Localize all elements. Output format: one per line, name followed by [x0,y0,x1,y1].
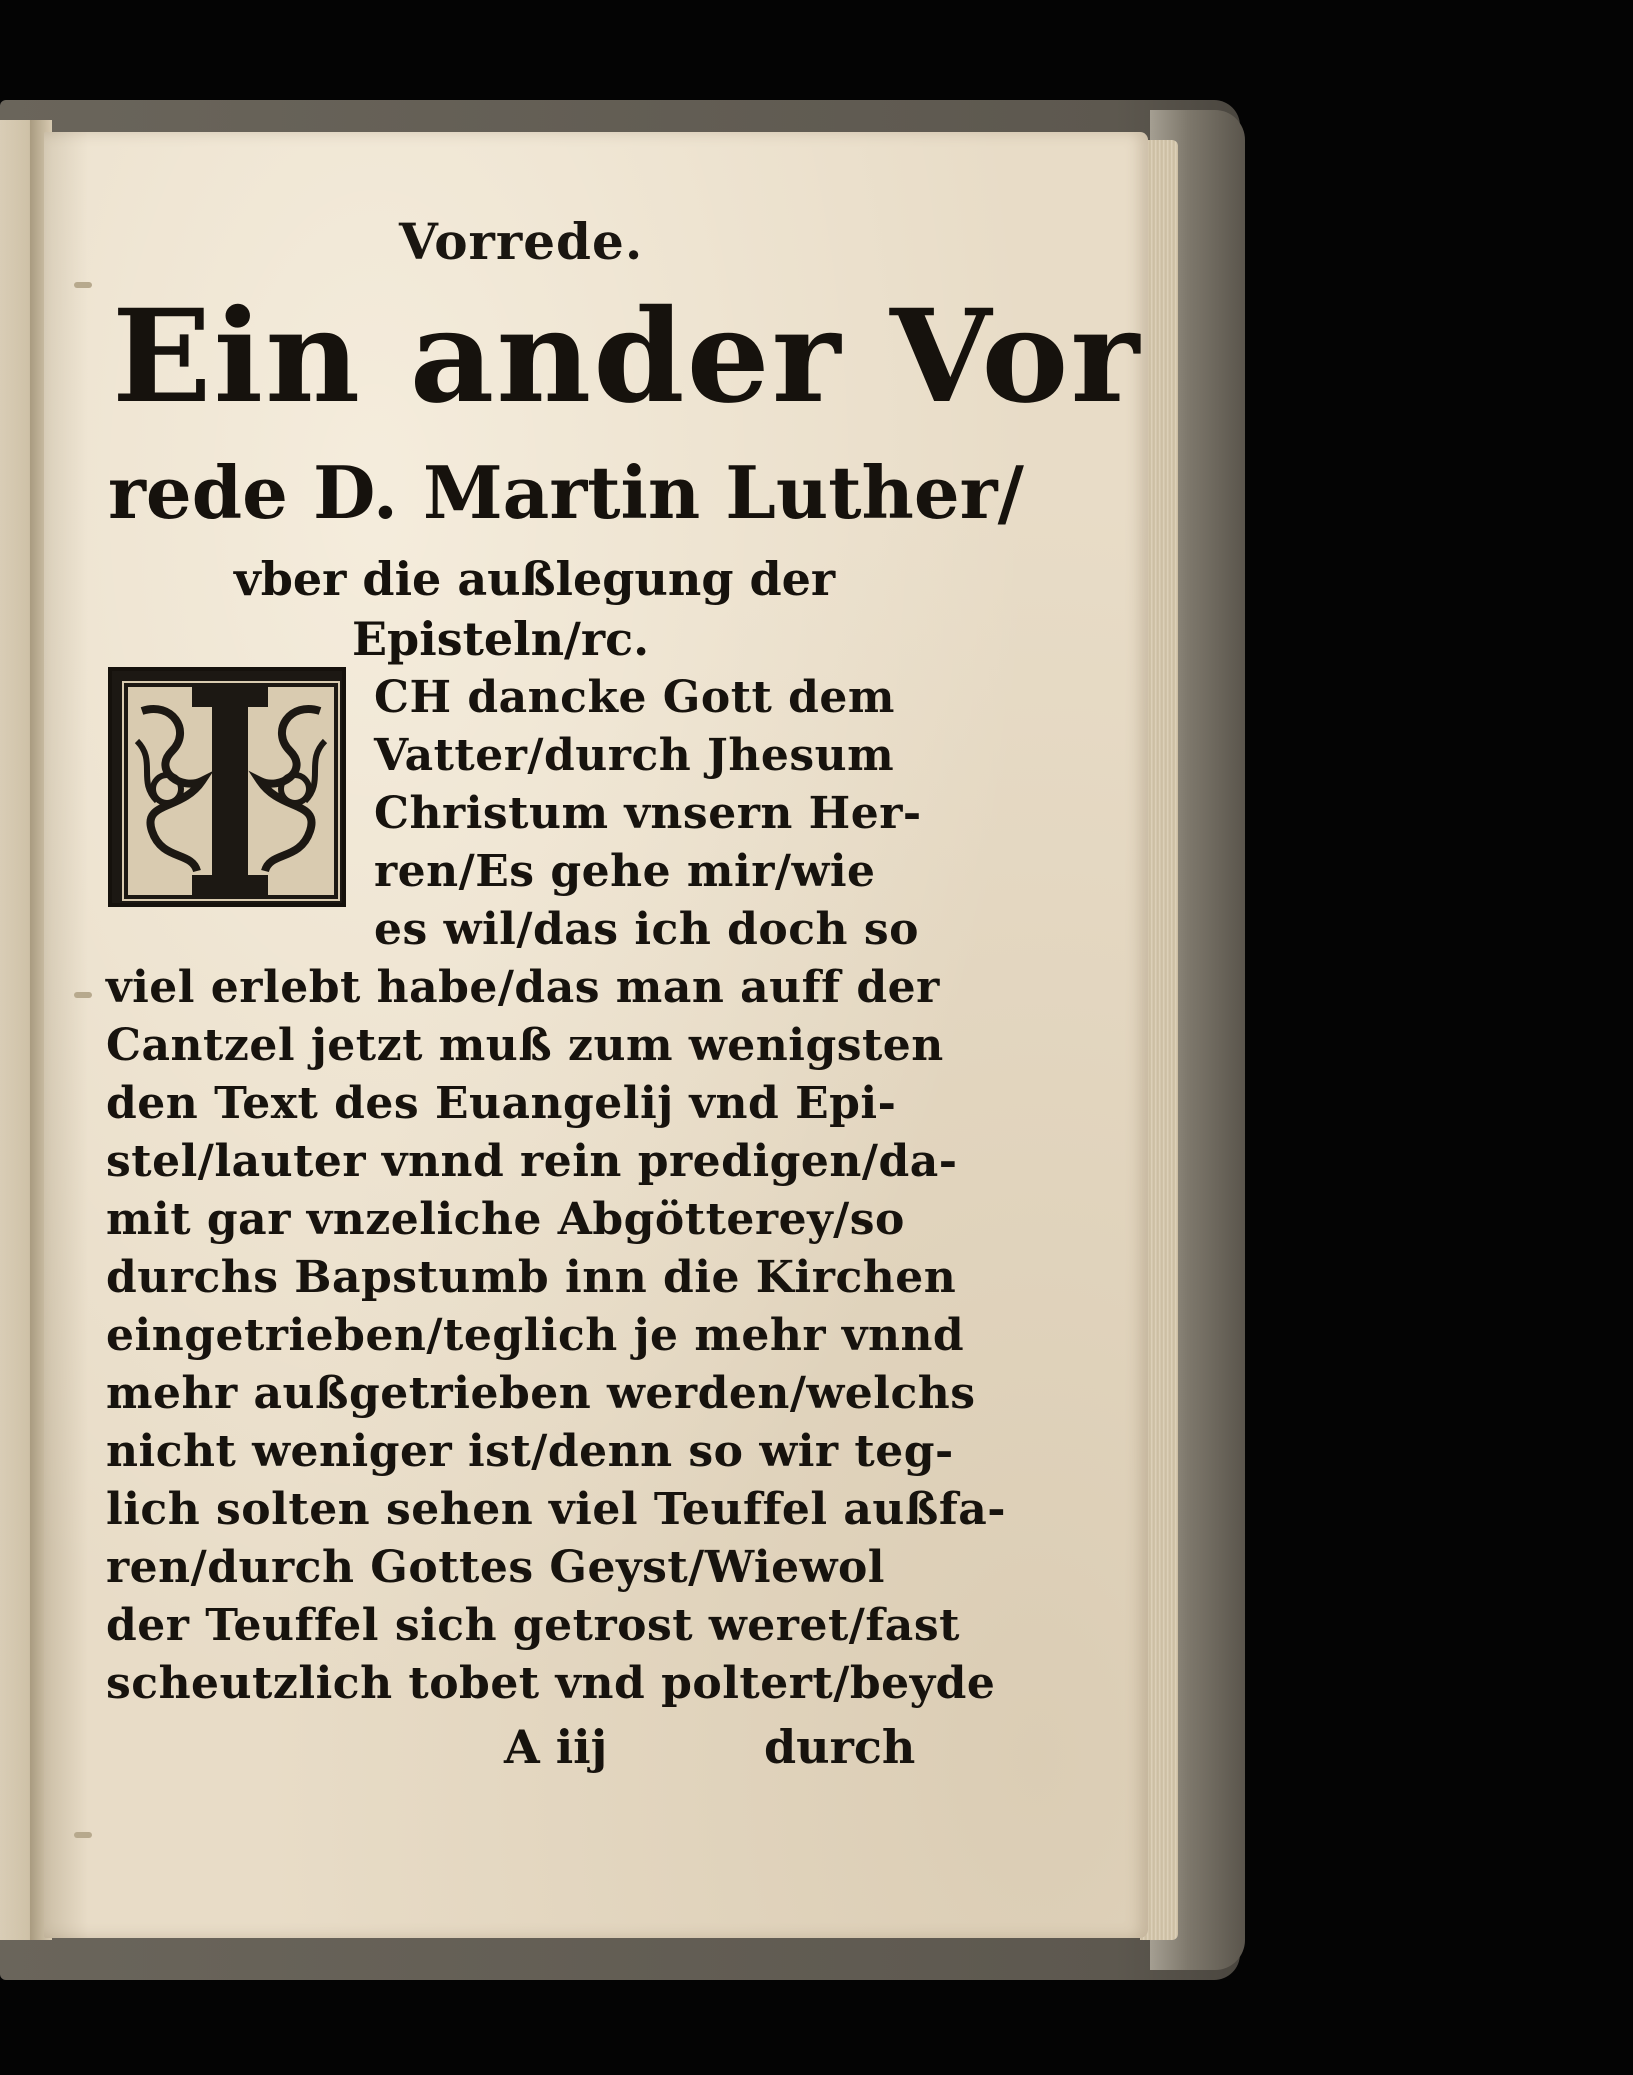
signature-mark: A iij [504,1720,608,1774]
title-line-1: Ein ander Vor [112,282,1142,432]
woodcut-initial [108,667,346,907]
text-line: durchs Bapstumb inn die Kirchen [106,1252,957,1303]
text-line: CH dancke Gott dem [374,672,895,723]
title-line-3: vber die außlegung der [234,552,836,606]
text-line: der Teuffel sich getrost weret/fast [106,1600,960,1651]
title-line-4: Episteln/rc. [352,612,650,666]
text-line: nicht weniger ist/denn so wir teg- [106,1426,954,1477]
binding-stitch [74,992,92,998]
binding-stitch [74,282,92,288]
text-line: ren/Es gehe mir/wie [374,846,876,897]
binding-stitch [74,1832,92,1838]
title-line-2: rede D. Martin Luther/ [108,450,1024,535]
text-line: Christum vnsern Her- [374,788,922,839]
catchword: durch [764,1720,916,1774]
text-line: mit gar vnzeliche Abgötterey/so [106,1194,905,1245]
text-line: viel erlebt habe/das man auff der [106,962,940,1013]
text-line: es wil/das ich doch so [374,904,919,955]
running-head: Vorrede. [399,212,644,271]
text-line: Vatter/durch Jhesum [374,730,895,781]
book-page [44,132,1148,1938]
text-line: den Text des Euangelij vnd Epi- [106,1078,897,1129]
text-line: mehr außgetrieben werden/welchs [106,1368,976,1419]
text-line: eingetrieben/teglich je mehr vnnd [106,1310,965,1361]
text-line: Cantzel jetzt muß zum wenigsten [106,1020,944,1071]
text-line: scheutzlich tobet vnd poltert/beyde [106,1658,996,1709]
text-line: ren/durch Gottes Geyst/Wiewol [106,1542,886,1593]
text-line: lich solten sehen viel Teuffel außfa- [106,1484,1007,1535]
text-line: stel/lauter vnnd rein predigen/da- [106,1136,958,1187]
